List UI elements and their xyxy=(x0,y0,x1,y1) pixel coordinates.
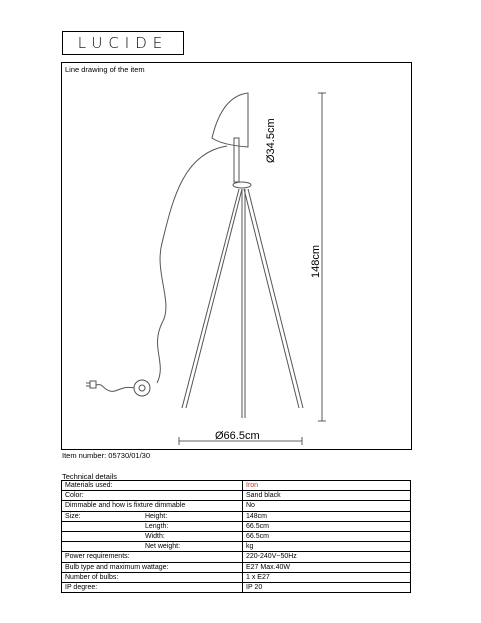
table-row xyxy=(62,521,411,531)
lamp-neck xyxy=(234,138,239,182)
spec-value: 66.5cm xyxy=(243,531,411,541)
spec-label-cell xyxy=(62,511,243,521)
spec-label-cell xyxy=(62,501,243,511)
table-row xyxy=(62,582,411,592)
spec-value: No xyxy=(243,501,411,511)
table-row xyxy=(62,501,411,511)
spec-value: E27 Max.40W xyxy=(243,562,411,572)
spec-label: Dimmable and how is fixture dimmable xyxy=(65,502,186,510)
spec-label-cell xyxy=(62,481,243,491)
cable-coil xyxy=(96,385,134,392)
spec-sublabel: Height: xyxy=(145,512,168,520)
spec-label: Size: xyxy=(65,512,81,520)
item-number xyxy=(62,451,150,460)
tripod-leg-left xyxy=(182,189,239,408)
spec-sublabel: Length: xyxy=(145,522,169,530)
table-row xyxy=(62,552,411,562)
foot-switch xyxy=(134,380,150,396)
spec-sublabel: Net weight: xyxy=(145,543,181,551)
technical-details-title: Technical details xyxy=(62,472,118,481)
drawing-label: Line drawing of the item xyxy=(65,65,145,74)
spec-label: Color: xyxy=(65,492,84,500)
line-drawing-panel xyxy=(61,62,412,450)
width-label: Ø66.5cm xyxy=(215,430,260,442)
spec-label-cell xyxy=(62,521,243,531)
spec-label-cell xyxy=(62,552,243,562)
spec-value: Sand black xyxy=(243,491,411,501)
spec-value: 66.5cm xyxy=(243,521,411,531)
spec-label: IP degree: xyxy=(65,583,98,591)
spec-value: kg xyxy=(243,542,411,552)
technical-details-table xyxy=(61,480,411,593)
spec-value: 148cm xyxy=(243,511,411,521)
power-cable xyxy=(157,146,227,383)
table-row xyxy=(62,531,411,541)
spec-label-cell xyxy=(62,542,243,552)
table-row xyxy=(62,572,411,582)
item-number-value: 05730/01/30 xyxy=(108,451,150,460)
spec-label-cell xyxy=(62,582,243,592)
spec-value: Iron xyxy=(243,481,411,491)
table-row xyxy=(62,481,411,491)
height-label: 148cm xyxy=(310,244,322,278)
spec-label: Number of bulbs: xyxy=(65,573,119,581)
lamp-shade xyxy=(212,93,248,147)
table-row xyxy=(62,542,411,552)
shade-diameter-label: Ø34.5cm xyxy=(265,118,277,163)
spec-label: Bulb type and maximum wattage: xyxy=(65,563,169,571)
lamp-joint xyxy=(233,182,251,188)
spec-value: 1 x E27 xyxy=(243,572,411,582)
spec-label: Power requirements: xyxy=(65,553,130,561)
spec-label: Materials used: xyxy=(65,482,113,490)
table-row xyxy=(62,491,411,501)
spec-value: 220-240V~50Hz xyxy=(243,552,411,562)
brand-logo xyxy=(62,31,184,55)
tripod-leg-right xyxy=(244,189,299,408)
logo-text: LUCIDE xyxy=(77,34,169,52)
spec-value: IP 20 xyxy=(243,582,411,592)
table-row xyxy=(62,511,411,521)
spec-sublabel: Width: xyxy=(145,533,165,541)
lamp-line-drawing xyxy=(62,63,411,449)
plug xyxy=(90,381,96,388)
spec-label-cell xyxy=(62,491,243,501)
item-number-label: Item number: xyxy=(62,451,107,460)
spec-label-cell xyxy=(62,572,243,582)
table-row xyxy=(62,562,411,572)
spec-label-cell xyxy=(62,562,243,572)
spec-label-cell xyxy=(62,531,243,541)
